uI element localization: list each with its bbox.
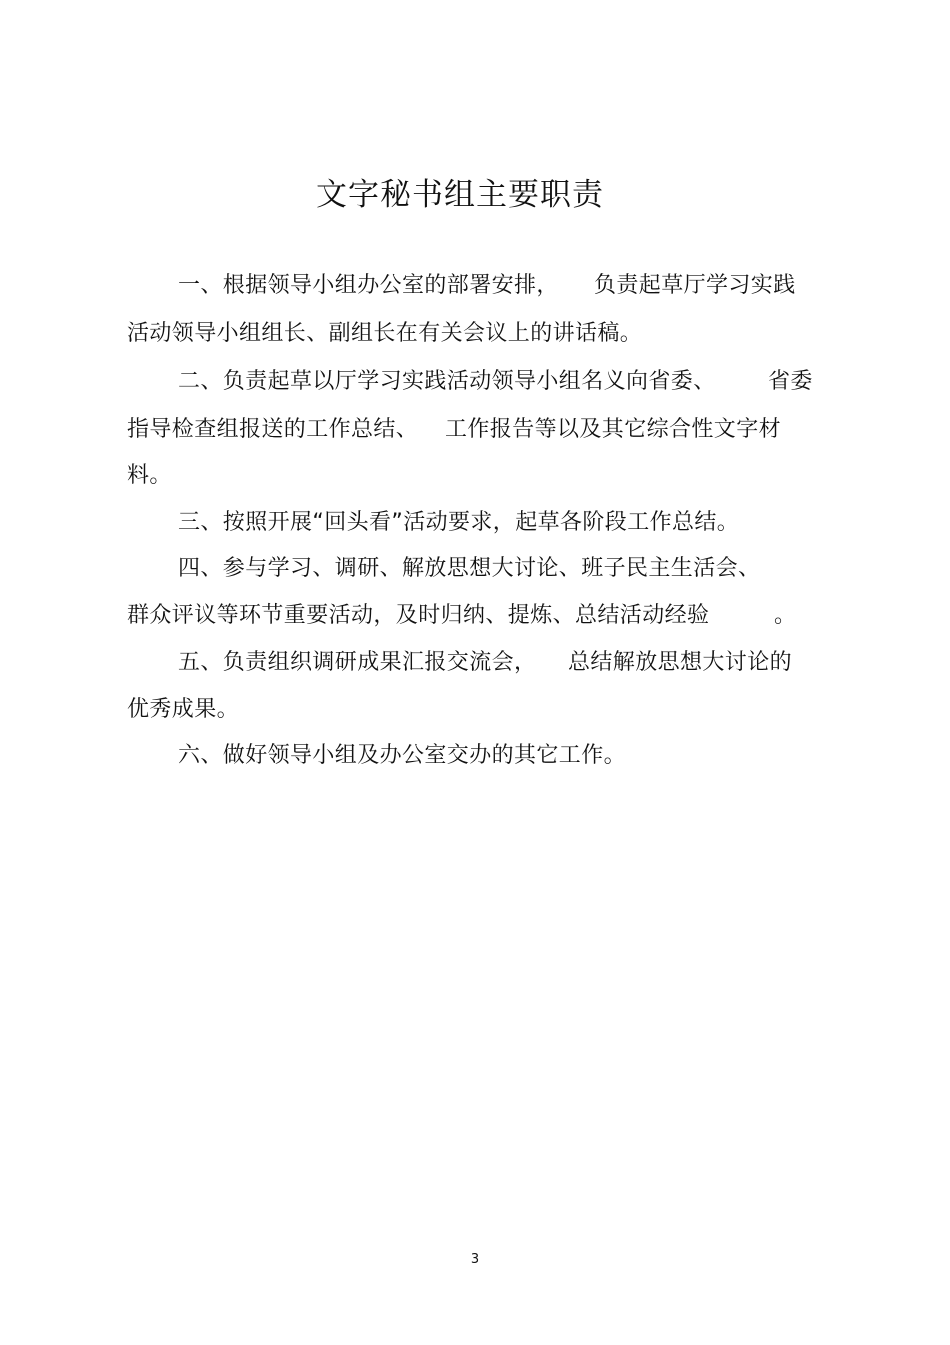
item-2-line-1a: 二、负责起草以厅学习实践活动领导小组名义向省委、 (178, 369, 716, 394)
item-2-line-2a: 指导检查组报送的工作总结、 (127, 417, 419, 442)
item-1-line-2: 活动领导小组组长、副组长在有关会议上的讲话稿。 (127, 321, 643, 346)
item-4-line-1: 四、参与学习、调研、解放思想大讨论、班子民主生活会、 (178, 556, 761, 581)
item-3-line-1: 三、按照开展“回头看”活动要求，起草各阶段工作总结。 (178, 510, 740, 535)
item-4-line-2a: 群众评议等环节重要活动，及时归纳、提炼、总结活动经验 (127, 603, 710, 628)
item-1-line-1a: 一、根据领导小组办公室的部署安排， (178, 273, 559, 298)
item-6-line-1: 六、做好领导小组及办公室交办的其它工作。 (178, 743, 627, 768)
item-2-line-1b: 省委 (768, 369, 813, 394)
item-1-line-1b: 负责起草厅学习实践 (594, 273, 796, 298)
item-4-line-2b: 。 (774, 603, 797, 628)
item-2-line-2b: 工作报告等以及其它综合性文字材 (445, 417, 782, 442)
document-title: 文字秘书组主要职责 (316, 177, 604, 213)
item-5-line-2: 优秀成果。 (127, 697, 240, 722)
page-number: 3 (470, 1252, 480, 1267)
item-2-line-3: 料。 (127, 463, 172, 488)
item-5-line-1a: 五、负责组织调研成果汇报交流会， (178, 650, 537, 675)
item-5-line-1b: 总结解放思想大讨论的 (568, 650, 793, 675)
